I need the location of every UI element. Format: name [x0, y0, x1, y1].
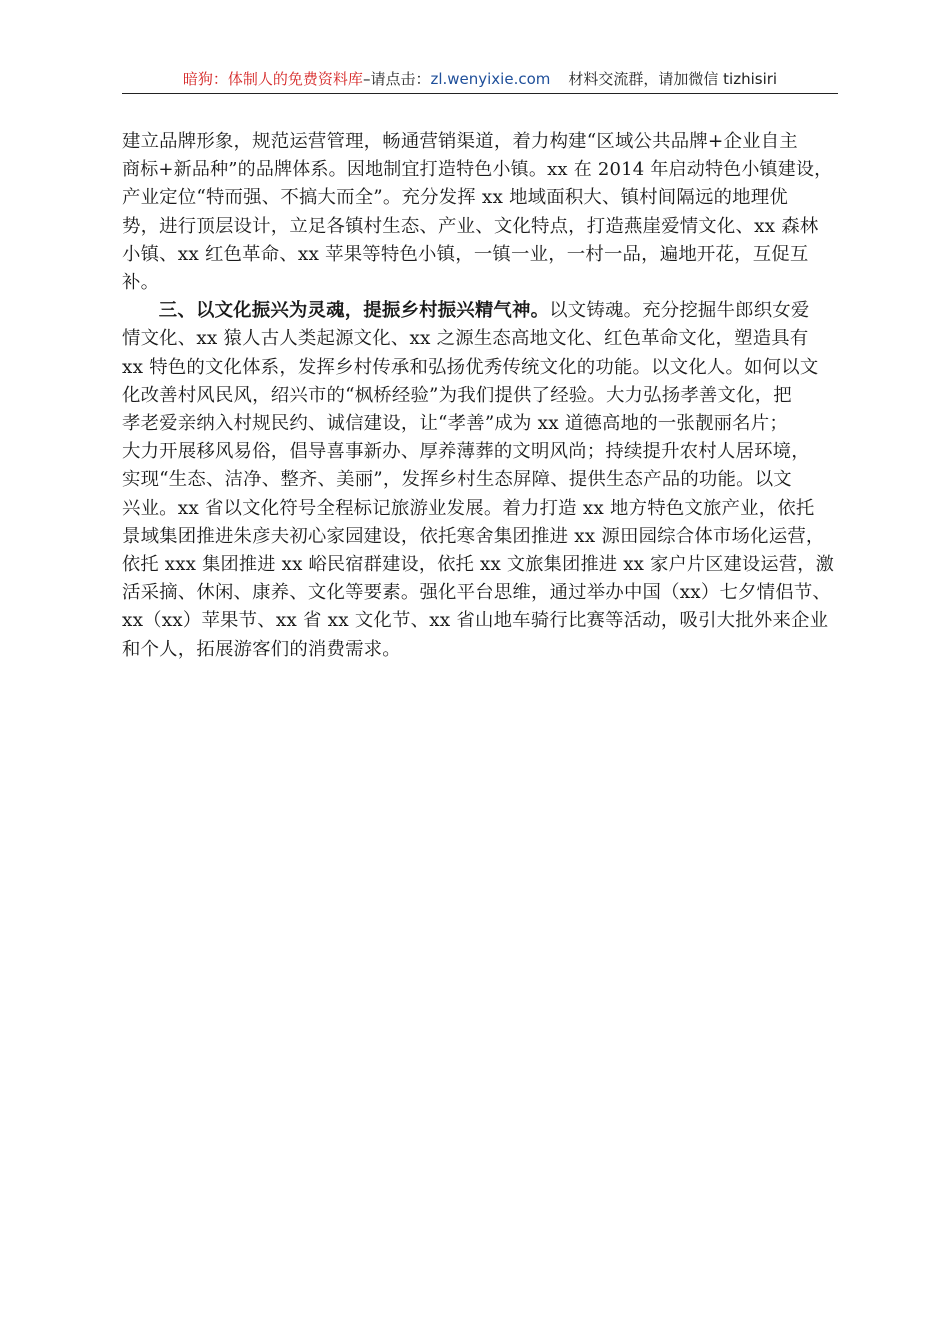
- text-line: 商标+新品种”的品牌体系。因地制宜打造特色小镇。xx 在 2014 年启动特色小镇建设，: [122, 159, 833, 181]
- text-line: 产业定位“特而强、不搞大而全”。充分发挥 xx 地域面积大、镇村间隔远的地理优: [122, 187, 788, 209]
- text-line: [122, 297, 836, 325]
- text-line: 化改善村风民风，绍兴市的“枫桥经验”为我们提供了经验。大力弘扬孝善文化，把: [122, 384, 792, 406]
- paragraph-cultural-revitalization: [122, 297, 836, 664]
- text-line: 建立品牌形象，规范运营管理，畅通营销渠道，着力构建“区域公共品牌+企业自主: [122, 131, 798, 152]
- section-heading: 三、以文化振兴为灵魂，提振乡村振兴精气神。: [158, 300, 550, 322]
- header-wechat-note: 材料交流群，请加微信 tizhisiri: [568, 70, 778, 88]
- paragraph-brand-and-towns: [122, 128, 836, 297]
- section-lead-text: 以文铸魂。充分挖掘牛郎织女爱: [549, 300, 810, 322]
- header-site-name: 暗狗：体制人的免费资料库: [182, 70, 363, 88]
- text-line: 补。: [122, 272, 160, 294]
- header-click-prompt: –请点击：: [362, 70, 431, 88]
- text-line: 大力开展移风易俗，倡导喜事新办、厚养薄葬的文明风尚；持续提升农村人居环境，: [122, 441, 810, 463]
- text-line: 活采摘、休闲、康养、文化等要素。强化平台思维，通过举办中国（xx）七夕情侣节、: [122, 582, 831, 604]
- text-line: 景域集团推进朱彦夫初心家园建设，依托寒舍集团推进 xx 源田园综合体市场化运营，: [122, 525, 825, 547]
- text-line: 势，进行顶层设计，立足各镇村生态、产业、文化特点，打造燕崖爱情文化、xx 森林: [122, 215, 819, 237]
- document-body: [122, 128, 836, 664]
- text-line: xx（xx）苹果节、xx 省 xx 文化节、xx 省山地车骑行比赛等活动，吸引大批外来企业: [122, 610, 829, 632]
- text-line: 和个人，拓展游客们的消费需求。: [122, 638, 401, 660]
- text-line: xx 特色的文化体系，发挥乡村传承和弘扬优秀传统文化的功能。以文化人。如何以文: [122, 356, 819, 378]
- text-line: 孝老爱亲纳入村规民约、诚信建设，让“孝善”成为 xx 道德高地的一张靓丽名片；: [122, 413, 788, 435]
- text-line: 实现“生态、洁净、整齐、美丽”，发挥乡村生态屏障、提供生态产品的功能。以文: [122, 469, 792, 491]
- text-line: 依托 xxx 集团推进 xx 峪民宿群建设，依托 xx 文旅集团推进 xx 家户片区建设运营，激: [122, 554, 834, 576]
- header-url-link[interactable]: zl.wenyixie.com: [430, 70, 551, 88]
- page-header: [122, 64, 838, 94]
- text-line: 情文化、xx 猿人古人类起源文化、xx 之源生态高地文化、红色革命文化，塑造具有: [122, 328, 809, 350]
- text-line: 小镇、xx 红色革命、xx 苹果等特色小镇，一镇一业，一村一品，遍地开花，互促互: [122, 243, 809, 265]
- text-line: 兴业。xx 省以文化符号全程标记旅游业发展。着力打造 xx 地方特色文旅产业，依托: [122, 497, 815, 519]
